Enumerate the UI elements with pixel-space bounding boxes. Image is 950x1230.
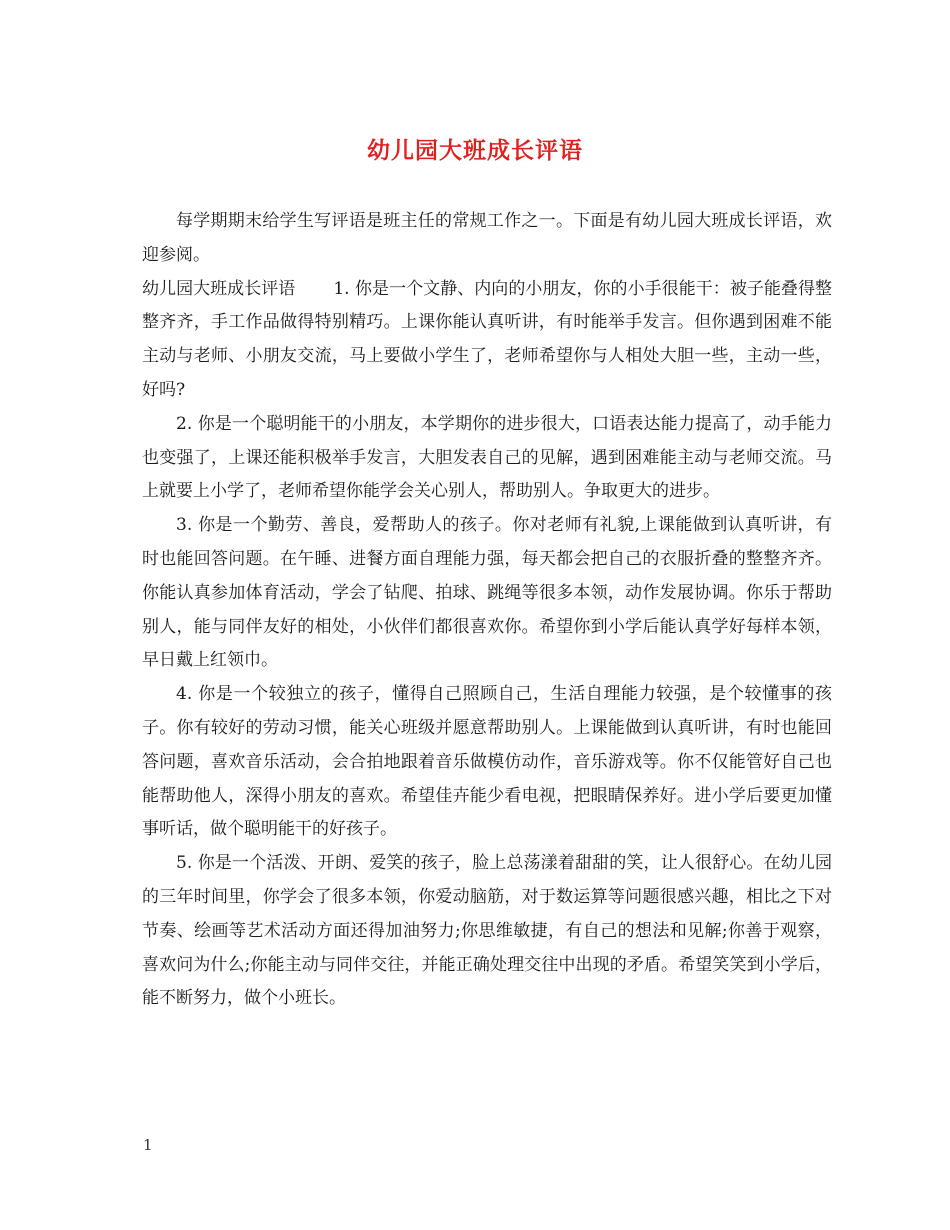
comment-4: 4. 你是一个较独立的孩子，懂得自己照顾自己，生活自理能力较强，是个较懂事的孩子。你有较好的劳动习惯，能关心班级并愿意帮助别人。上课能做到认真听讲，有时也能回答问题，喜欢音乐活动，会合拍地跟着音乐做模仿动作，音乐游戏等。你不仅能管好自己也能帮助他人，深得小朋友的喜欢。希望佳卉能少看电视，把眼睛保养好。进小学后要更加懂事听话，做个聪明能干的好孩子。 [142,684,832,840]
document-body [142,205,832,1016]
comment-3: 3. 你是一个勤劳、善良，爱帮助人的孩子。你对老师有礼貌,上课能做到认真听讲，有时也能回答问题。在午睡、进餐方面自理能力强，每天都会把自己的衣服折叠的整整齐齐。你能认真参加体育活动，学会了钻爬、拍球、跳绳等很多本领，动作发展协调。你乐于帮助别人，能与同伴友好的相处，小伙伴们都很喜欢你。希望你到小学后能认真学好每样本领，早日戴上红领巾。 [142,515,832,671]
comment-1: 1. 你是一个文静、内向的小朋友，你的小手很能干：被子能叠得整整齐齐，手工作品做得特别精巧。上课你能认真听讲，有时能举手发言。但你遇到困难不能主动与老师、小朋友交流，马上要做小学生了，老师希望你与人相处大胆一些，主动一些，好吗? [142,278,833,400]
page-number: 1 [143,1136,153,1154]
first-comment-paragraph [142,273,832,408]
comment-5: 5. 你是一个活泼、开朗、爱笑的孩子，脸上总荡漾着甜甜的笑，让人很舒心。在幼儿园的三年时间里，你学会了很多本领，你爱动脑筋，对于数运算等问题很感兴趣，相比之下对节奏、绘画等艺术活动方面还得加油努力;你思维敏捷，有自己的想法和见解;你善于观察，喜欢问为什么;你能主动与同伴交往，并能正确处理交往中出现的矛盾。希望笑笑到小学后，能不断努力，做个小班长。 [142,853,832,1009]
intro-paragraph: 每学期期末给学生写评语是班主任的常规工作之一。下面是有幼儿园大班成长评语，欢迎参阅。 [142,211,832,265]
document-title: 幼儿园大班成长评语 [367,137,583,164]
comment-2: 2. 你是一个聪明能干的小朋友，本学期你的进步很大，口语表达能力提高了，动手能力也变强了，上课还能积极举手发言，大胆发表自己的见解，遇到困难能主动与老师交流。马上就要上小学了，老师希望你能学会关心别人，帮助别人。争取更大的进步。 [142,413,832,502]
section-heading: 幼儿园大班成长评语 [142,278,296,299]
